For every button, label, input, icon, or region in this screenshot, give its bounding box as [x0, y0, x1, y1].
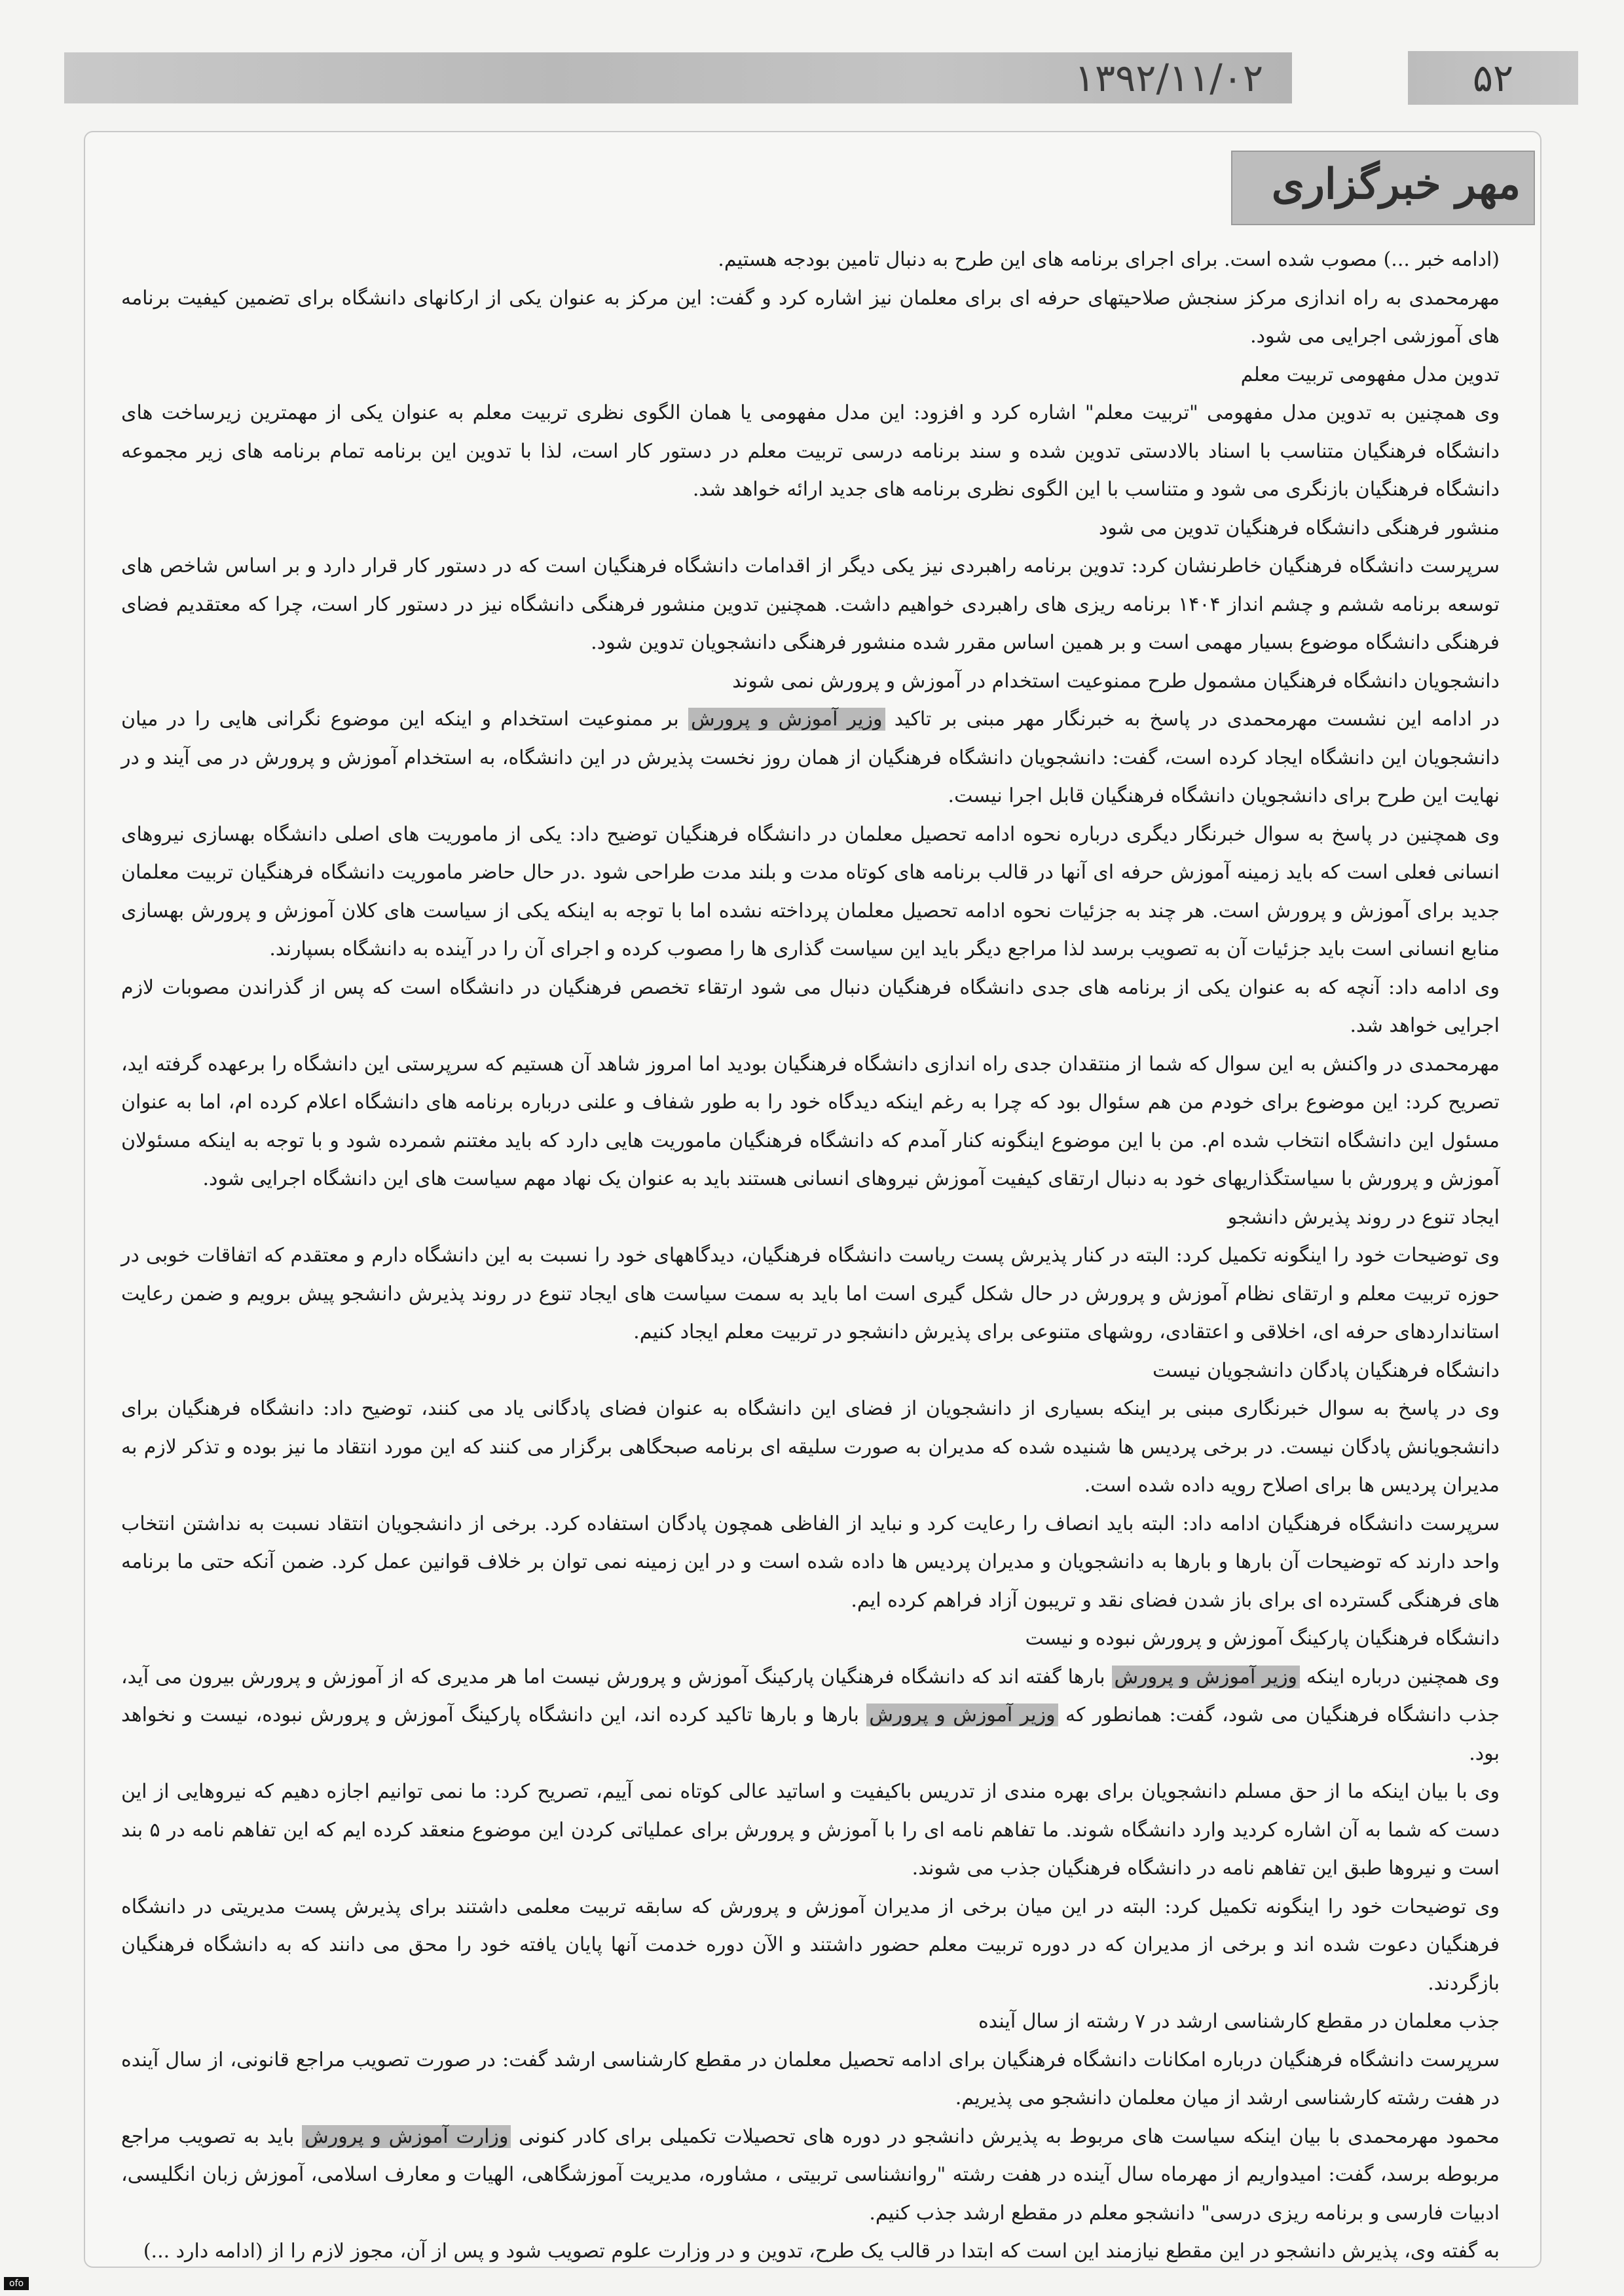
paragraph: (ادامه خبر ...) مصوب شده است. برای اجرای برنامه های این طرح به دنبال تامین بودجه هستیم.: [718, 248, 1500, 271]
highlighted-text: وزیر آموزش و پرورش: [866, 1704, 1058, 1726]
highlighted-text: وزارت آموزش و پرورش: [302, 2125, 511, 2148]
section-heading: ایجاد تنوع در روند پذیرش دانشجو: [1227, 1205, 1500, 1229]
paragraph: به گفته وی، پذیرش دانشجو در این مقطع نیازمند این است که ابتدا در قالب یک طرح، تدوین و در وزارت علوم تصویب شود و پس از آن، مجوز لازم را از (ادامه دارد ...): [143, 2240, 1500, 2263]
text-run: باید به تصویب مراجع مربوطه برسد، گفت: امیدواریم از مهرماه سال آینده در هفت رشته "روانشناسی تربیتی ، مشاوره، مدیریت آموزشگاهی، الهیات و معارف اسلامی، آموزش زبان انگلیسی، ادبیات فارسی و برنامه ریزی درسی" دانشجو معلم در مقطع ارشد جذب کنیم.: [121, 2124, 1500, 2225]
paragraph: مهرمحمدی به راه اندازی مرکز سنجش صلاحیتهای حرفه ای برای معلمان نیز اشاره کرد و گفت: این مرکز به عنوان یکی از ارکانهای دانشگاه برای تضمین کیفیت برنامه های آموزشی اجرایی می شود.: [121, 286, 1500, 348]
text-run: بارها و بارها تاکید کرده اند، این دانشگاه پارکینگ آموزش و پرورش نبوده، نیست و نخواهد بود.: [121, 1704, 1500, 1765]
paragraph: مهرمحمدی در واکنش به این سوال که شما از منتقدان جدی راه اندازی دانشگاه فرهنگیان بودید اما امروز شاهد آن هستیم که سرپرستی این دانشگاه را برعهده گرفته اید، تصریح کرد: این موضوع برای خودم من هم سئوال بود که چرا به رغم اینکه دیدگاه خود را به طور شفاف و علنی درباره برنامه های دانشگاه اعلام کرده ام، اما به عنوان مسئول این دانشگاه انتخاب شده ام. من با این موضوع اینگونه کنار آمدم که دانشگاه فرهنگیان ماموریت هایی دارد که باید مغتنم شمرده شود و با توجه به اینکه مسئولان آموزش و پرورش با سیاستگذاریهای خود به دنبال ارتقای کیفیت آموزش نیروهای انسانی هستند باید به عنوان یک نهاد مهم سیاست های این دانشگاه اجرایی شود.: [121, 1052, 1500, 1190]
section-heading: دانشجویان دانشگاه فرهنگیان مشمول طرح ممنوعیت استخدام در آموزش و پرورش نمی شوند: [732, 669, 1500, 693]
logo-text: مهر خبرگزاری: [1271, 160, 1521, 209]
text-run: محمود مهرمحمدی با بیان اینکه سیاست های مربوط به پذیرش دانشجو در دوره های تحصیلات تکمیلی برای کادر کنونی: [519, 2124, 1500, 2148]
highlighted-text: وزیر آموزش و پرورش: [688, 708, 885, 731]
paragraph: وی توضیحات خود را اینگونه تکمیل کرد: البته در کنار پذیرش پست ریاست دانشگاه فرهنگیان، دیدگاههای خود را نسبت به این دانشگاه دارم و معتقدم که اتفاقات خوبی در حوزه تربیت معلم و ارتقای نظام آموزش و پرورش در حال شکل گیری است اما باید به سمت سیاست های ایجاد تنوع در روند پذیرش دانشجو پیش برویم و ضمن رعایت استانداردهای حرفه ای، اخلاقی و اعتقادی، روشهای متنوعی برای پذیرش دانشجو در تربیت معلم ایجاد کنیم.: [121, 1244, 1500, 1343]
article-body: [121, 241, 1500, 2271]
text-run: بارها گفته اند که دانشگاه فرهنگیان پارکینگ آموزش و پرورش نیست اما هر مدیری که از آموزش و پرورش بیرون می آید، جذب دانشگاه فرهنگیان می شود، گفت: همانطور که: [121, 1665, 1500, 1726]
news-agency-logo: [1231, 151, 1535, 225]
paragraph: وی همچنین به تدوین مدل مفهومی "تربیت معلم" اشاره کرد و افزود: این مدل مفهومی یا همان الگوی نظری تربیت معلم به عنوان یکی از مهمترین زیرساخت های دانشگاه فرهنگیان متناسب با اسناد بالادستی تدوین شده و سند برنامه درسی تربیت معلم در دستور کار است، لذا با تدوین این برنامه تمام برنامه های زیر مجموعه دانشگاه فرهنگیان بازنگری می شود و متناسب با این الگوی نظری برنامه های جدید ارائه خواهد شد.: [121, 401, 1500, 501]
text-run: در ادامه این نشست مهرمحمدی در پاسخ به خبرنگار مهر مبنی بر تاکید: [894, 708, 1500, 731]
paragraph: وی همچنین در پاسخ به سوال خبرنگار دیگری درباره نحوه ادامه تحصیل معلمان در دانشگاه فرهنگیان توضیح داد: یکی از ماموریت های اصلی دانشگاه بهسازی نیروهای انسانی فعلی است که باید زمینه آموزش حرفه ای آنها در قالب برنامه های کوتاه مدت و بلند مدت طراحی شود .در حال حاضر ماموریت دانشگاه فرهنگیان تربیت معلمان جدید برای آموزش و پرورش است. هر چند به جزئیات نحوه ادامه تحصیل معلمان پرداخته نشده اما با توجه به اینکه یکی از سیاست های کلان آموزش و پرورش بهسازی منابع انسانی است باید جزئیات آن به تصویب برسد لذا مراجع دیگر باید این سیاست گذاری ها را مصوب کرده و اجرای آن را در آینده به دانشگاه بسپارند.: [121, 822, 1500, 960]
paragraph: وی با بیان اینکه ما از حق مسلم دانشجویان برای بهره مندی از تدریس باکیفیت و اساتید عالی کوتاه نمی آییم، تصریح کرد: ما نمی توانیم اجازه دهیم که نیروهایی از این دست که شما به آن اشاره کردید وارد دانشگاه شوند. ما تفاهم نامه ای را با آموزش و پرورش برای عملیاتی کردن این موضوع منعقد کرده ایم که این تفاهم نامه در ۵ بند است و نیروها طبق این تفاهم نامه در دانشگاه فرهنگیان جذب می شوند.: [121, 1780, 1500, 1880]
paragraph: سرپرست دانشگاه فرهنگیان خاطرنشان کرد: تدوین برنامه راهبردی نیز یکی دیگر از اقدامات دانشگاه فرهنگیان است که در دستور کار قرار دارد و بر اساس شاخص های توسعه برنامه ششم و چشم انداز ۱۴۰۴ برنامه ریزی های راهبردی خواهیم داشت. همچنین تدوین منشور فرهنگی دانشگاه نیز در دستور کار است، چرا که معتقدیم فضای فرهنگی دانشگاه موضوع بسیار مهمی است و بر همین اساس مقرر شده منشور فرهنگی دانشجویان تدوین شود.: [121, 555, 1500, 654]
section-heading: دانشگاه فرهنگیان پادگان دانشجویان نیست: [1152, 1358, 1500, 1382]
paragraph: وی توضیحات خود را اینگونه تکمیل کرد: البته در این میان برخی از مدیران آموزش و پرورش که سابقه تربیت معلمی داشتند برای پذیرش پست مدیریتی در دانشگاه فرهنگیان دعوت شده اند و برخی از مدیران که در دوره تربیت معلم حضور داشتند و الآن دوره خدمت آنها پایان یافته خود را محق می دانند که به دانشگاه فرهنگیان بازگردند.: [121, 1895, 1500, 1995]
paragraph: [121, 1658, 1500, 1774]
section-heading: منشور فرهنگی دانشگاه فرهنگیان تدوین می شود: [1098, 516, 1500, 539]
highlighted-text: وزیر آموزش و پرورش: [1112, 1666, 1301, 1688]
paragraph: سرپرست دانشگاه فرهنگیان ادامه داد: البته باید انصاف را رعایت کرد و نباید از الفاظی همچون پادگان استفاده کرد. برخی از دانشجویان انتقاد نسبت به نداشتن انتخاب واحد دارند که توضیحات آن بارها و بارها به دانشجویان و مدیران پردیس ها داده شده است و در این زمینه نمی توان بر خلاف قوانین عمل کرد. ضمن آنکه حتی ما برنامه های فرهنگی گسترده ای برای باز شدن فضای نقد و تریبون آزاد فراهم کرده ایم.: [121, 1512, 1500, 1612]
paragraph: وی ادامه داد: آنچه که به عنوان یکی از برنامه های جدی دانشگاه فرهنگیان دنبال می شود ارتقاء تخصص فرهنگیان در دانشگاه است که پس از گذراندن مصوبات لازم اجرایی خواهد شد.: [121, 975, 1500, 1037]
section-heading: دانشگاه فرهنگیان پارکینگ آموزش و پرورش نبوده و نیست: [1025, 1627, 1500, 1650]
header-date: ۱۳۹۲/۱۱/۰۲: [1074, 56, 1264, 100]
paragraph: [121, 2118, 1500, 2233]
page-number: ۵۲: [1408, 51, 1578, 105]
paragraph: وی در پاسخ به سوال خبرنگاری مبنی بر اینکه بسیاری از دانشجویان از فضای این دانشگاه به عنوان فضای پادگانی یاد می کنند، توضیح داد: دانشگاه فرهنگیان برای دانشجویانش پادگان نیست. در برخی پردیس ها شنیده شده که مدیران به صورت سلیقه ای برنامه صبحگاهی برگزار می کنند که این مورد انتقاد ما نیز بوده و تذکر لازم به مدیران پردیس ها برای اصلاح رویه داده شده است.: [121, 1397, 1500, 1497]
paragraph: [121, 701, 1500, 816]
corner-watermark: ofo: [4, 2277, 29, 2290]
paragraph: سرپرست دانشگاه فرهنگیان درباره امکانات دانشگاه فرهنگیان برای ادامه تحصیل معلمان در مقطع کارشناسی ارشد گفت: در صورت تصویب مراجع قانونی، از سال آینده در هفت رشته کارشناسی ارشد از میان معلمان دانشجو می پذیریم.: [121, 2048, 1500, 2109]
text-run: بر ممنوعیت استخدام و اینکه این موضوع نگرانی هایی را در میان دانشجویان این دانشگاه ایجاد کرده است، گفت: دانشجویان دانشگاه فرهنگیان از همان روز نخست پذیرش در این دانشگاه، به استخدام آموزش و پرورش در می آیند و در نهایت این طرح برای دانشجویان دانشگاه فرهنگیان قابل اجرا نیست.: [121, 708, 1500, 807]
section-heading: تدوین مدل مفهومی تربیت معلم: [1240, 363, 1500, 386]
section-heading: جذب معلمان در مقطع کارشناسی ارشد در ۷ رشته از سال آینده: [978, 2010, 1500, 2033]
text-run: وی همچنین درباره اینکه: [1306, 1665, 1500, 1688]
